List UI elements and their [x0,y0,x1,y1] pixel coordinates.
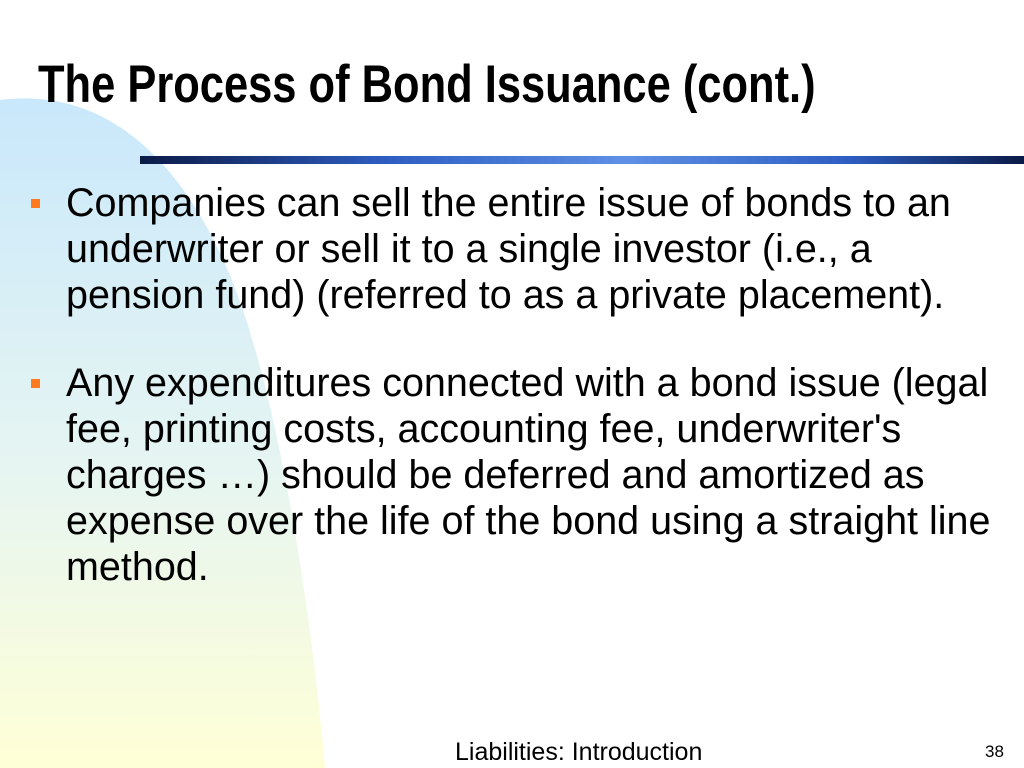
title-underline [140,156,1024,164]
bullet-item-issuance-expenses [0,360,1024,590]
bullet-text-private-placement: Companies can sell the entire issue of bonds to an underwriter or sell it to a single investor (i.e., a pension fund) (referred to as a private placement). [66,181,951,317]
bullet-item-private-placement [0,180,1024,318]
slide-title: The Process of Bond Issuance (cont.) [38,55,816,114]
footer-text: Liabilities: Introduction [455,738,703,766]
slide-number: 38 [985,742,1004,761]
bullet-list [0,180,1024,590]
square-bullet-icon [31,199,40,208]
square-bullet-icon [31,379,40,388]
bullet-text-issuance-expenses: Any expenditures connected with a bond issue (legal fee, printing costs, accounting fee, underwriter's charges …) should be deferred and amortized as expense over the life of the bond using a straight line method. [66,361,991,589]
